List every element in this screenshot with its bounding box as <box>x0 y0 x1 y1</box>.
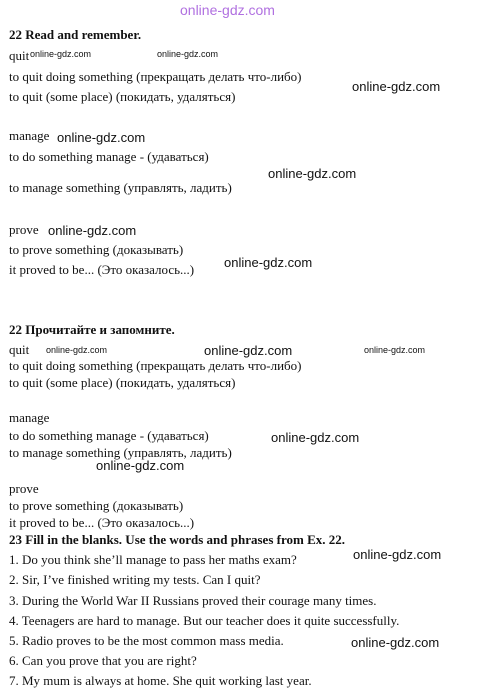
section2-quit-def-1: to quit doing something (прекращать делать что-либо) <box>9 358 302 373</box>
exercise23-sentence: 6. Can you prove that you are right? <box>9 653 197 668</box>
section1-heading: 22 Read and remember. <box>9 27 142 42</box>
section1-manage-def-2: to manage something (управлять, ладить) <box>9 180 232 195</box>
section2-quit-word: quit <box>9 342 30 357</box>
section1-prove-def-1: to prove something (доказывать) <box>9 242 184 257</box>
section2-manage-def-2: to manage something (управлять, ладить) <box>9 445 232 460</box>
section1-quit-def-1: to quit doing something (прекращать делать что-либо) <box>9 69 302 84</box>
section2-prove-def-2: it proved to be... (Это оказалось...) <box>9 515 195 530</box>
watermark-text: online-gdz.com <box>96 458 185 473</box>
exercise23-sentence: 5. Radio proves to be the most common mass media. <box>9 633 284 648</box>
watermark-text: online-gdz.com <box>351 635 440 650</box>
watermark-text: online-gdz.com <box>57 130 146 145</box>
section2-prove-word: prove <box>9 481 39 496</box>
watermark-text: online-gdz.com <box>352 79 441 94</box>
section1-quit-def-2: to quit (some place) (покидать, удаляться) <box>9 89 236 104</box>
section1-manage-def-1: to do something manage - (удаваться) <box>9 149 209 164</box>
watermark-text: online-gdz.com <box>271 430 360 445</box>
section2-manage-def-1: to do something manage - (удаваться) <box>9 428 209 443</box>
watermark-text: online-gdz.com <box>46 345 108 355</box>
watermark-text: online-gdz.com <box>30 49 92 59</box>
watermark-text: online-gdz.com <box>224 255 313 270</box>
section1-prove-def-2: it proved to be... (Это оказалось...) <box>9 262 195 277</box>
exercise23-sentence: 3. During the World War II Russians proved their courage many times. <box>9 593 377 608</box>
exercise23-sentence: 1. Do you think she’ll manage to pass her maths exam? <box>9 552 297 567</box>
watermark-text: online-gdz.com <box>364 345 426 355</box>
section1-prove-word: prove <box>9 222 39 237</box>
exercise23-heading: 23 Fill in the blanks. Use the words and phrases from Ex. 22. <box>9 532 345 547</box>
section2-heading: 22 Прочитайте и запомните. <box>9 322 175 337</box>
watermark-text: online-gdz.com <box>48 223 137 238</box>
exercise23-sentence: 4. Teenagers are hard to manage. But our teacher does it quite successfully. <box>9 613 400 628</box>
section1-manage-word: manage <box>9 128 50 143</box>
site-watermark-top: online-gdz.com <box>180 2 275 18</box>
watermark-text: online-gdz.com <box>157 49 219 59</box>
watermark-text: online-gdz.com <box>353 547 442 562</box>
exercise23-sentence: 2. Sir, I’ve finished writing my tests. Can I quit? <box>9 572 261 587</box>
section2-manage-word: manage <box>9 410 50 425</box>
section2-quit-def-2: to quit (some place) (покидать, удаляться) <box>9 375 236 390</box>
watermark-text: online-gdz.com <box>204 343 293 358</box>
exercise23-sentence: 7. My mum is always at home. She quit working last year. <box>9 673 312 688</box>
section1-quit-word: quit <box>9 48 30 63</box>
watermark-text: online-gdz.com <box>268 166 357 181</box>
section2-prove-def-1: to prove something (доказывать) <box>9 498 184 513</box>
